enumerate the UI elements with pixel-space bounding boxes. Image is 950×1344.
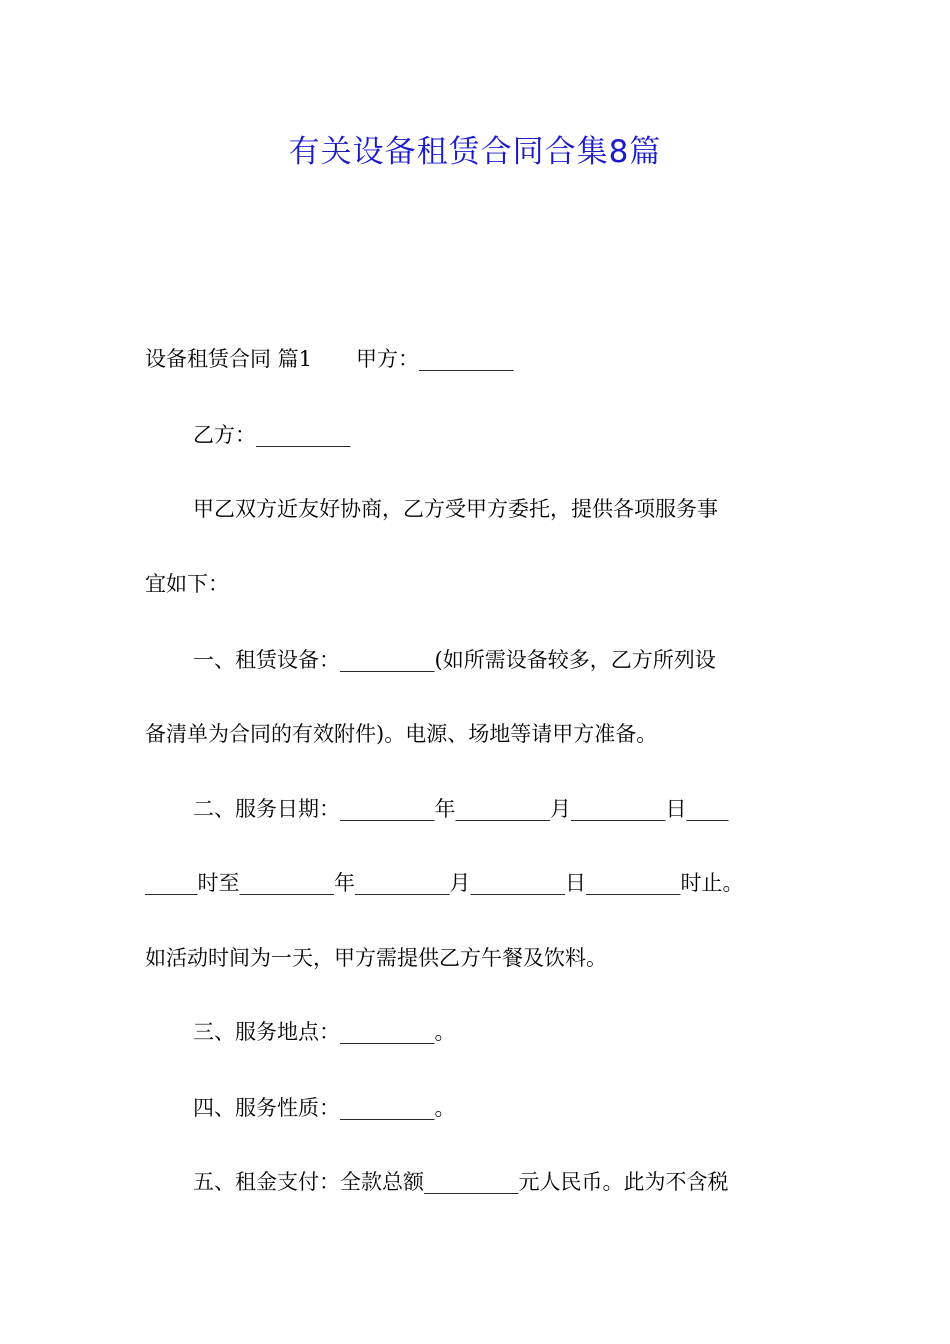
paragraph-intro-cont: 宜如下： [145,572,229,596]
clause-2-line-2: _____时至_________年_________月_________日_________时止。 [145,871,744,895]
contract-heading: 设备租赁合同 篇1 [145,347,313,371]
document-title: 有关设备租赁合同合集8篇 [288,134,662,170]
contract-heading-line [145,342,815,376]
clause-2-line-3: 如活动时间为一天，甲方需提供乙方午餐及饮料。 [145,946,607,970]
clause-1-line-1: 一、租赁设备：_________(如所需设备较多，乙方所列设 [193,648,716,672]
paragraph-intro: 甲乙双方近友好协商，乙方受甲方委托，提供各项服务事 [193,497,718,521]
clause-2-line-1: 二、服务日期：_________年_________月_________日____ [193,797,729,821]
clause-3: 三、服务地点：_________。 [193,1020,456,1044]
clause-5-line-1: 五、租金支付：全款总额_________元人民币。此为不含税 [193,1170,729,1194]
party-b-field: 乙方：_________ [193,423,351,447]
clause-4: 四、服务性质：_________。 [193,1096,456,1120]
clause-1-line-2: 备清单为合同的有效附件)。电源、场地等请甲方准备。 [145,722,658,746]
party-a-field: 甲方：_________ [356,347,514,371]
